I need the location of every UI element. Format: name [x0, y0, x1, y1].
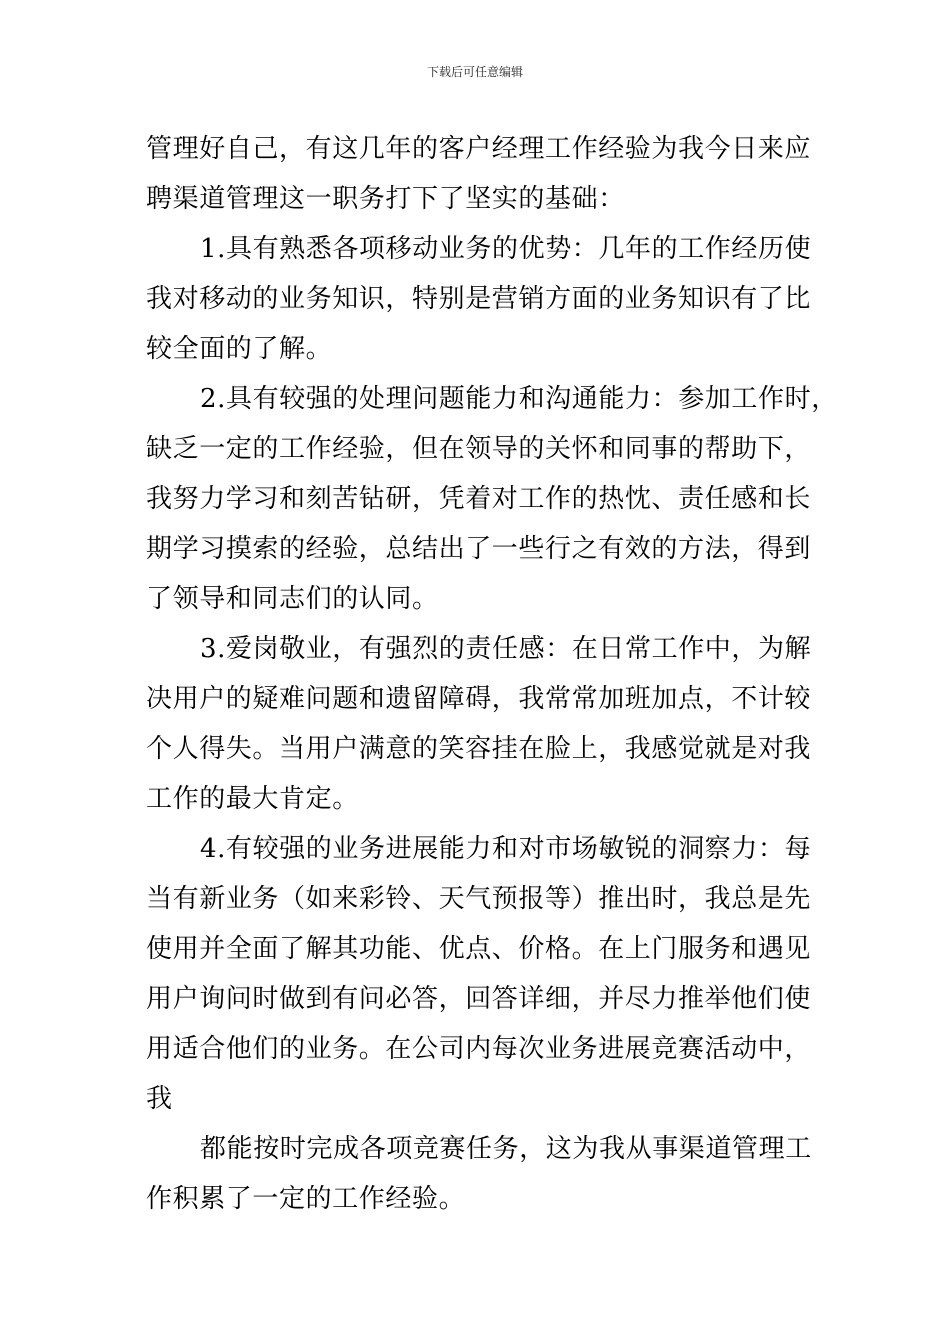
paragraph-2 [146, 224, 836, 374]
text-line: 使用并全面了解其功能、优点、价格。在上门服务和遇见 [146, 934, 812, 964]
text-line: 2.具有较强的处理问题能力和沟通能力：参加工作时， [200, 384, 838, 414]
text-line: 管理好自己，有这几年的客户经理工作经验为我今日来应 [146, 134, 812, 164]
text-line: 决用户的疑难问题和遗留障碍，我常常加班加点，不计较 [146, 684, 812, 714]
text-line: 4.有较强的业务进展能力和对市场敏锐的洞察力：每 [200, 834, 812, 864]
text-line: 1.具有熟悉各项移动业务的优势：几年的工作经历使 [200, 234, 812, 264]
text-line: 期学习摸索的经验，总结出了一些行之有效的方法，得到 [146, 534, 812, 564]
text-line: 都能按时完成各项竞赛任务，这为我从事渠道管理工 [200, 1134, 812, 1164]
text-line: 当有新业务（如来彩铃、天气预报等）推出时，我总是先 [146, 884, 812, 914]
text-line: 个人得失。当用户满意的笑容挂在脸上，我感觉就是对我 [146, 734, 812, 764]
paragraph-3 [146, 374, 836, 624]
paragraph-6 [146, 1124, 836, 1224]
text-line: 我对移动的业务知识，特别是营销方面的业务知识有了比 [146, 284, 812, 314]
text-line: 用适合他们的业务。在公司内每次业务进展竞赛活动中， [146, 1034, 812, 1064]
text-line: 我努力学习和刻苦钻研，凭着对工作的热忱、责任感和长 [146, 484, 812, 514]
text-line: 较全面的了解。 [146, 334, 333, 364]
text-line: 用户询问时做到有问必答，回答详细，并尽力推举他们使 [146, 984, 812, 1014]
document-body [146, 124, 836, 1224]
paragraph-4 [146, 624, 836, 824]
text-line: 作积累了一定的工作经验。 [146, 1184, 466, 1214]
text-line: 3.爱岗敬业，有强烈的责任感：在日常工作中，为解 [200, 634, 812, 664]
text-line: 我 [146, 1084, 173, 1114]
text-line: 缺乏一定的工作经验，但在领导的关怀和同事的帮助下， [146, 434, 812, 464]
text-line: 聘渠道管理这一职务打下了坚实的基础： [146, 184, 625, 214]
paragraph-1 [146, 124, 836, 224]
text-line: 了领导和同志们的认同。 [146, 584, 439, 614]
page-header: 下载后可任意编辑 [426, 65, 523, 79]
text-line: 工作的最大肯定。 [146, 784, 359, 814]
paragraph-5 [146, 824, 836, 1124]
